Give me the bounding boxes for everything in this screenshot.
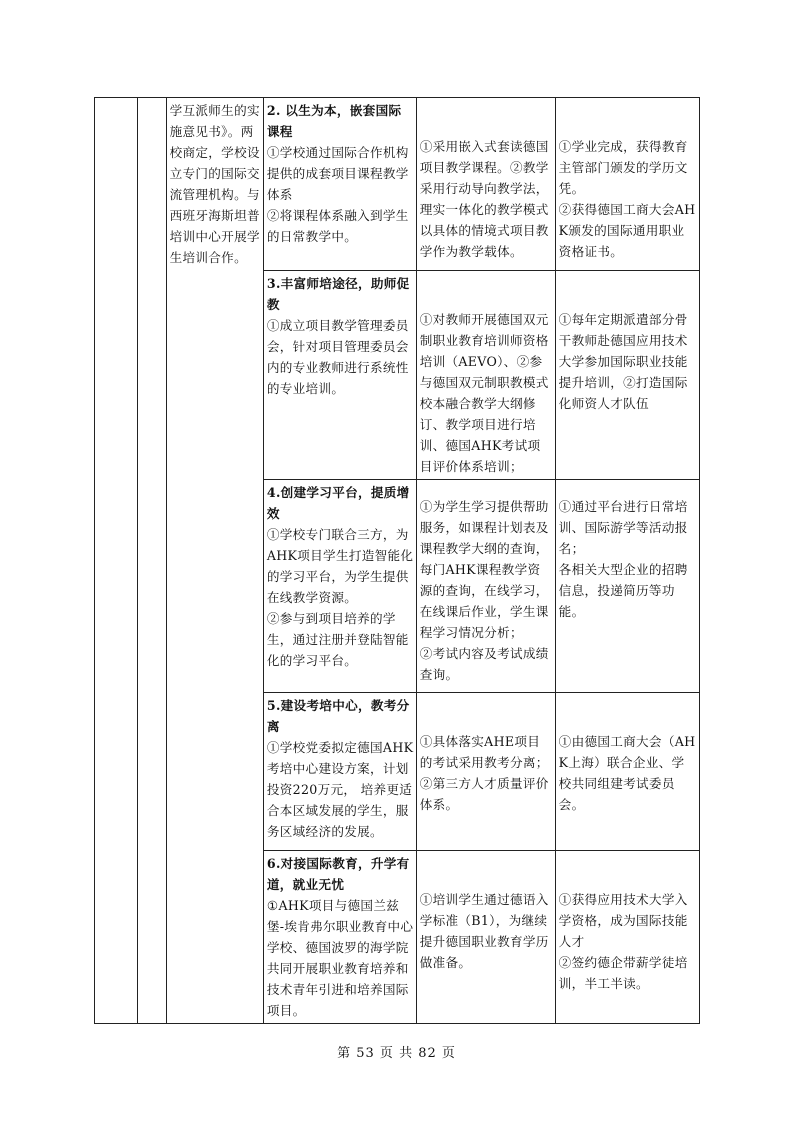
outcome-cell: [555, 851, 699, 1024]
outcome-cell: [555, 693, 699, 851]
outcome-cell: [555, 271, 699, 480]
table-row: [95, 98, 700, 271]
measure-text: ①AHK项目与德国兰兹堡-埃肯弗尔职业教育中心学校、德国波罗的海学院共同开展职业教育培养和技术青年引进和培养国际项目。: [266, 898, 414, 1018]
implementation-text: ①培训学生通过德语入学标准（B1），为继续提升德国职业教育学历做准备。: [419, 892, 549, 970]
row-title: 3.丰富师培途径，助师促教: [266, 276, 410, 312]
implementation-cell: [416, 271, 555, 480]
row-title: 6.对接国际教育，升学有道，就业无忧: [266, 856, 410, 892]
measure-cell: [263, 98, 416, 271]
implementation-text: ①对教师开展德国双元制职业教育培训师资格培训（AEVO）、②参与德国双元制职教模式校本融合教学大纲修订、教学项目进行培训、德国AHK考试项目评价体系培训；: [419, 312, 549, 474]
row-title: 2. 以生为本，嵌套国际课程: [266, 103, 402, 139]
measure-cell: [263, 851, 416, 1024]
outcome-text: ①学业完成，获得教育主管部门颁发的学历文凭。 ②获得德国工商大会AHK颁发的国际通用职业资格证书。: [558, 139, 696, 259]
page-footer: 第 53 页 共 82 页: [337, 1046, 456, 1061]
outcome-text: ①获得应用技术大学入学资格，成为国际技能人才 ②签约德企带薪学徒培训，半工半读。: [558, 892, 688, 991]
measure-text: ①学校专门联合三方，为AHK项目学生打造智能化的学习平台，为学生提供在线教学资源。 ②参与到项目培养的学生，通过注册并登陆智能化的学习平台。: [266, 527, 414, 668]
measure-text: ①学校党委拟定德国AHK考培中心建设方案，计划投资220万元， 培养更适合本区域发展的学生，服务区域经济的发展。: [266, 740, 414, 839]
implementation-text: ①为学生学习提供帮助服务，如课程计划表及课程教学大纲的查询，每门AHK课程教学资源的查询，在线学习，在线课后作业，学生课程学习情况分析； ②考试内容及考试成绩查询。: [419, 499, 549, 682]
implementation-cell: [416, 693, 555, 851]
measure-cell: [263, 271, 416, 480]
implementation-cell: [416, 98, 555, 271]
column-2-cell: [137, 98, 166, 1024]
measure-cell: [263, 693, 416, 851]
measure-text: ①成立项目教学管理委员会，针对项目管理委员会内的专业教师进行系统性的专业培训。: [266, 318, 409, 396]
outcome-cell: [555, 98, 699, 271]
outcome-text: ①每年定期派遣部分骨干教师赴德国应用技术大学参加国际职业技能提升培训，②打造国际化师资人才队伍: [558, 312, 688, 411]
outcome-text: ①通过平台进行日常培训、国际游学等活动报名； 各相关大型企业的招聘信息，投递简历等功能。: [558, 499, 688, 619]
left-column-text: 学互派师生的实施意见书》。两校商定，学校设立专门的国际交流管理机构。与西班牙海斯坦普培训中心开展学生培训合作。: [169, 103, 260, 265]
content-table: [94, 97, 700, 1024]
measure-text: ①学校通过国际合作机构提供的成套项目课程教学体系 ②将课程体系融入到学生的日常教学中。: [266, 145, 409, 244]
column-1-cell: [95, 98, 138, 1024]
outcome-cell: [555, 480, 699, 693]
row-title: 5.建设考培中心，教考分离: [266, 698, 410, 734]
implementation-cell: [416, 851, 555, 1024]
implementation-cell: [416, 480, 555, 693]
implementation-text: ①具体落实AHE项目的考试采用教考分离； ②第三方人才质量评价体系。: [419, 734, 549, 812]
row-title: 4.创建学习平台，提质增效: [266, 485, 410, 521]
implementation-text: ①采用嵌入式套读德国项目教学课程。②教学采用行动导向教学法，理实一体化的教学模式以具体的情境式项目教学作为教学载体。: [419, 139, 549, 259]
measure-cell: [263, 480, 416, 693]
outcome-text: ①由德国工商大会（AHK上海）联合企业、学校共同组建考试委员会。: [558, 734, 696, 812]
column-3-cell: [166, 98, 263, 1024]
